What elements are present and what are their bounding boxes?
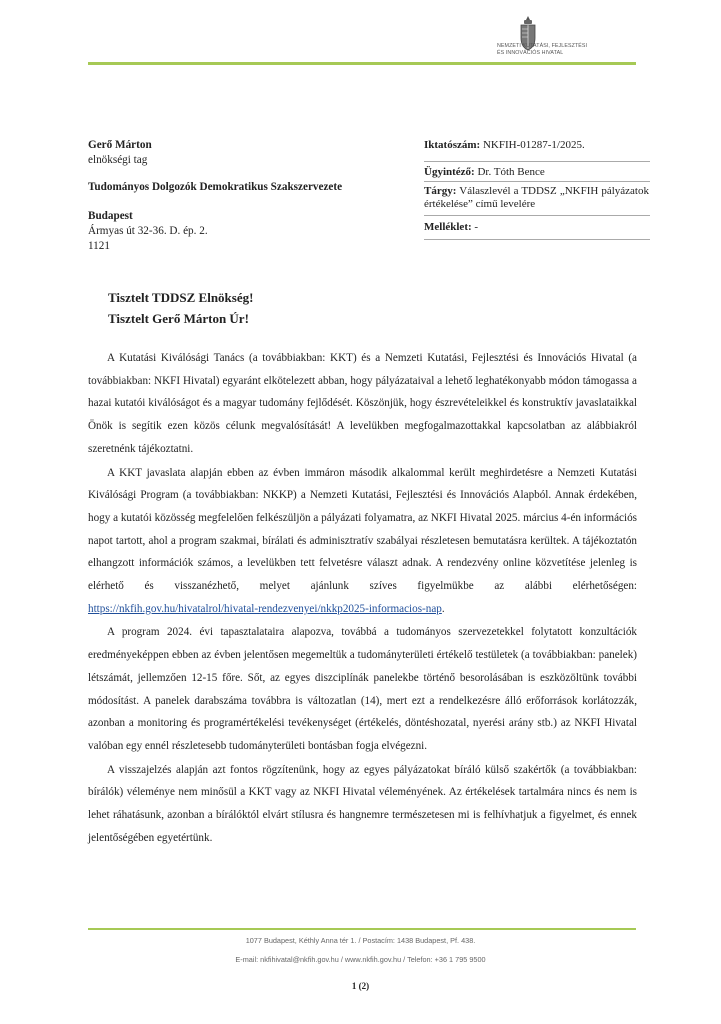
footer-address: 1077 Budapest, Kéthly Anna tér 1. / Postacím: 1438 Budapest, Pf. 438.: [245, 936, 476, 945]
reference-label: Iktatószám:: [424, 139, 481, 151]
recipient-block: [88, 138, 408, 168]
paragraph-3: A program 2024. évi tapasztalataira alapozva, továbbá a tudományos szervezetekkel folytatott konzultációk eredményeképpen ebben az évben jelentősen megemeltük a tudományterületi értékelő testületek (a továbbiakban: panelek) létszámát, jellemzően 12-15 főre. Sőt, az egyes diszciplínák panelekbe történő besorolásában is eszközöltünk további módosítást. A panelek darabszáma továbbra is változatlan (14), mert ezt a rendelkezésre álló erőforrások korlátozzák, azonban a monitoring és programértékelési tevékenységet (értékelés, döntéshozatal, nyerési arány stb.) az NKFI Hivatal valóban egy ennél részletesebb tudományterületi bontásban fogja elvégezni.: [88, 626, 637, 752]
paragraph-2-end: .: [441, 602, 445, 615]
reference-number: [424, 139, 649, 152]
agency-logo-text: [497, 43, 627, 57]
reference-value: NKFIH-01287-1/2025.: [482, 139, 585, 151]
recipient-role: elnökségi tag: [88, 154, 148, 166]
footer-rule: [88, 928, 636, 930]
recipient-city: Budapest: [88, 210, 133, 222]
greeting: [108, 287, 508, 329]
meta-divider-3: [424, 215, 650, 216]
footer-contact: E-mail: nkfihivatal@nkfih.gov.hu / www.nkfih.gov.hu / Telefon: +36 1 795 9500: [235, 955, 486, 964]
paragraph-4: A visszajelzés alapján azt fontos rögzítenünk, hogy az egyes pályázatokat bíráló külső szakértők (a továbbiakban: bírálók) véleménye nem minősül a KKT vagy az NKFI Hivatal véleményének. Az értékelések tartalmára nincs és nem is lehet ráhatásunk, azonban a bírálóktól elvárt stílusra és hangnemre természetesen mi is felhívhatjuk a figyelmet, és ennek jelentőségében egyetértünk.: [88, 763, 637, 844]
page-number: 1 (2): [351, 981, 370, 991]
greeting-line-1: Tisztelt TDDSZ Elnökség!: [108, 290, 254, 305]
subject-value: Válaszlevél a TDDSZ „NKFIH pályázatok értékelése” című levelére: [424, 185, 649, 210]
handler-value: Dr. Tóth Bence: [477, 166, 545, 178]
meta-divider-2: [424, 181, 650, 182]
subject: [424, 185, 649, 211]
letter-body: [88, 347, 637, 849]
recipient-zip: 1121: [88, 240, 110, 252]
paragraph-2-text: A KKT javaslata alapján ebben az évben immáron második alkalommal került meghirdetésre a Nemzeti Kutatási Kiválósági Program (a továbbiakban: NKKP) a Nemzeti Kutatási, Fejlesztési és Innovációs Alapból. Annak érdekében, hogy a kutatói közösség megfelelően felkészüljön a pályázati folyamatra, az NKFI Hivatal 2025. március 4-én információs napot tartott, ahol a program szakmai, bírálati és adminisztratív szabályai részletesen bemutatásra kerültek. A tájékoztatón elhangzott információk számos, a levelükben tett felvetésre választ adnak. A rendezvény online közvetítése jelenleg is elérhető és visszanézhető, melyet ajánlunk szíves figyelmükbe az alábbi elérhetőségen:: [88, 466, 637, 593]
subject-label: Tárgy:: [424, 185, 457, 197]
recipient-name: Gerő Márton: [88, 139, 152, 151]
meta-divider-1: [424, 161, 650, 162]
attachment-value: -: [474, 221, 479, 233]
info-day-link[interactable]: https://nkfih.gov.hu/hivatalrol/hivatal-rendezvenyei/nkkp2025-informacios-nap: [88, 602, 442, 615]
meta-divider-4: [424, 239, 650, 240]
logo-line-2: ÉS INNOVÁCIÓS HIVATAL: [497, 50, 564, 56]
paragraph-1: A Kutatási Kiválósági Tanács (a továbbiakban: KKT) és a Nemzeti Kutatási, Fejlesztési és Innovációs Hivatal (a továbbiakban: NKFI Hivatal) egyaránt elkötelezett abban, hogy pályázataival a lehető leghatékonyabb módon támogassa a hazai kutatói kiválóságot és a magyar tudomány fejlődését. Köszönjük, hogy észrevételeikkel és konstruktív javaslataikkal Önök is segítik ezen közös célunk megvalósítását! A levelükben megfogalmazottakkal kapcsolatban az alábbiakról szeretnénk tájékoztatni.: [88, 352, 637, 455]
recipient-street: Ármyas út 32-36. D. ép. 2.: [88, 225, 208, 237]
greeting-line-2: Tisztelt Gerő Márton Úr!: [108, 311, 249, 326]
paragraph-2: [88, 462, 637, 621]
recipient-address: [88, 209, 408, 254]
attachment-label: Melléklet:: [424, 221, 472, 233]
recipient-org: Tudományos Dolgozók Demokratikus Szakszervezete: [88, 181, 343, 193]
header-rule: [88, 62, 636, 65]
logo-line-1: NEMZETI KUTATÁSI, FEJLESZTÉSI: [497, 43, 588, 49]
attachment: [424, 221, 649, 234]
handler-label: Ügyintéző:: [424, 166, 475, 178]
case-handler: [424, 166, 649, 179]
